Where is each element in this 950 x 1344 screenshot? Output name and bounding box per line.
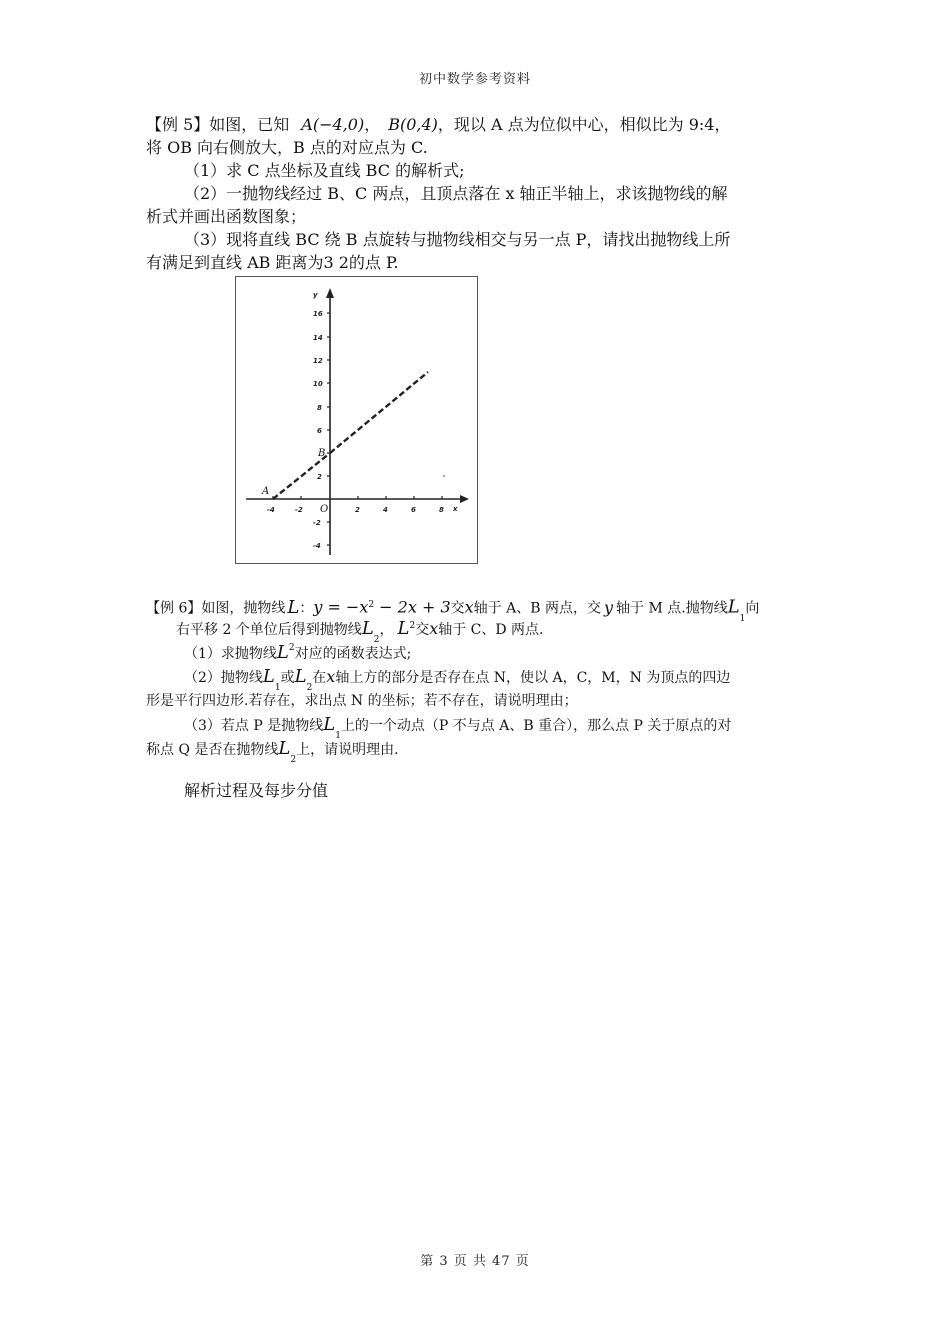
page-footer: 第 3 页 共 47 页	[420, 1254, 530, 1269]
example-6-line-2	[176, 618, 544, 645]
example-6-question-1	[184, 644, 411, 665]
subscript: 2	[409, 621, 416, 631]
subscript: 2	[373, 635, 380, 645]
example-5-question-3b: 有满足到直线 AB 距离为3 2的点 P.	[146, 253, 399, 272]
point-a-label: A	[262, 486, 270, 497]
example-6-text: 对应的函数表达式;	[294, 646, 412, 662]
example-6-text: 轴于 M 点.抛物线	[616, 600, 728, 617]
point-a-coord: A(−4,0)	[301, 115, 365, 134]
example-6-text: 交	[415, 622, 430, 638]
y-tick-8: 8	[317, 404, 322, 412]
colon: ：	[299, 600, 314, 617]
y-tick-6: 6	[317, 427, 322, 435]
subscript: 2	[306, 683, 313, 693]
example-6-text: 交	[450, 600, 465, 617]
example-6-text: 在	[312, 670, 327, 686]
x-axis-arrow-icon	[460, 495, 469, 503]
math-x: x	[326, 667, 336, 686]
example-6-text: 如图，抛物线	[201, 600, 286, 617]
example-6-text: 向	[745, 600, 760, 617]
subscript: 1	[739, 613, 746, 624]
y-tick-neg-2: -2	[313, 519, 321, 527]
origin-label: O	[320, 504, 329, 515]
math-l: L	[727, 596, 740, 618]
example-5-tag: 【例 5】	[146, 115, 210, 134]
subscript: 1	[274, 683, 281, 693]
subscript: 2	[288, 643, 295, 653]
subscript: 1	[335, 731, 341, 741]
example-6-text: （3）若点 P 是抛物线	[184, 718, 324, 734]
example-6-text: 轴于 C、D 两点.	[438, 622, 544, 638]
y-axis-label: y	[313, 291, 318, 299]
math-l: L	[323, 714, 336, 735]
stray-dot	[443, 475, 445, 477]
example-6-question-3a	[184, 714, 732, 741]
x-tick-4: 4	[383, 506, 388, 514]
example-6-text: 上的一个动点（P 不与点 A、B 重合），那么点 P 关于原点的对	[340, 718, 732, 734]
example-5-text: 如图，已知	[209, 115, 290, 134]
comma: ，	[379, 622, 394, 638]
math-l: L	[276, 642, 289, 663]
point-b-coord: B(0,4)	[388, 115, 438, 134]
page-header: 初中数学参考资料	[418, 72, 531, 87]
point-b-label: B	[318, 448, 326, 459]
coordinate-figure	[235, 276, 478, 564]
example-6-text: （1）求抛物线	[184, 646, 277, 662]
example-6-text: 上，请说明理由.	[296, 742, 399, 758]
comma: ，	[364, 115, 381, 134]
math-l: L	[278, 738, 291, 759]
y-tick-neg-4: -4	[313, 542, 321, 550]
example-6-text: 称点 Q 是否在抛物线	[146, 742, 279, 758]
x-axis-label: x	[453, 505, 458, 513]
y-tick-14: 14	[313, 334, 323, 342]
math-l: L	[294, 666, 307, 687]
example-6-text: 轴上方的部分是否存在点 N，使以 A，C，M，N 为顶点的四边	[335, 670, 731, 686]
y-tick-16: 16	[313, 310, 323, 318]
math-y: y	[603, 597, 614, 617]
example-6-question-2a	[184, 666, 731, 693]
math-x: x	[429, 619, 439, 638]
math-l: L	[361, 618, 374, 639]
example-6-line-1	[146, 596, 760, 624]
math-l: L	[397, 618, 410, 639]
example-5-line-1	[146, 114, 730, 136]
figure-svg	[236, 277, 477, 563]
y-tick-12: 12	[313, 357, 323, 365]
x-tick-6: 6	[411, 506, 416, 514]
example-6-text: 轴于 A、B 两点，交	[473, 600, 601, 617]
line-bc	[330, 372, 428, 453]
example-6-question-3b	[146, 738, 399, 765]
example-6-text: 或	[280, 670, 295, 686]
y-tick-10: 10	[313, 380, 323, 388]
x-tick-2: 2	[355, 506, 360, 514]
equation-exponent: 2	[368, 600, 375, 610]
y-tick-2: 2	[317, 473, 322, 481]
x-tick-neg-4: -4	[267, 506, 275, 514]
example-5-question-2b: 析式并画出函数图象；	[146, 207, 307, 226]
example-6-question-2b: 形是平行四边形.若存在，求出点 N 的坐标；若不存在，请说明理由；	[146, 693, 578, 709]
equation-part-1: y = −x	[313, 597, 369, 617]
example-6-tag: 【例 6】	[146, 600, 202, 617]
example-5-question-2a: （2）一抛物线经过 B、C 两点，且顶点落在 x 轴正半轴上，求该抛物线的解	[184, 184, 728, 203]
example-5-line-2: 将 OB 向右侧放大，B 点的对应点为 C.	[146, 138, 428, 157]
math-l: L	[262, 666, 275, 687]
analysis-title: 解析过程及每步分值	[184, 781, 329, 800]
y-axis-arrow-icon	[326, 288, 334, 298]
example-6-text: （2）抛物线	[184, 670, 263, 686]
equation-part-2: − 2x + 3	[374, 597, 451, 617]
subscript: 2	[290, 755, 297, 765]
x-tick-8: 8	[439, 506, 444, 514]
example-5-question-1: （1）求 C 点坐标及直线 BC 的解析式;	[184, 161, 465, 180]
example-6-text: 右平移 2 个单位后得到抛物线	[176, 622, 362, 638]
example-5-question-3a: （3）现将直线 BC 绕 B 点旋转与抛物线相交与另一点 P，请找出抛物线上所	[184, 230, 731, 249]
math-x: x	[464, 597, 474, 617]
math-l: L	[287, 596, 300, 618]
example-5-text: ，现以 A 点为位似中心，相似比为 9:4，	[437, 115, 731, 134]
x-tick-neg-2: -2	[295, 506, 303, 514]
